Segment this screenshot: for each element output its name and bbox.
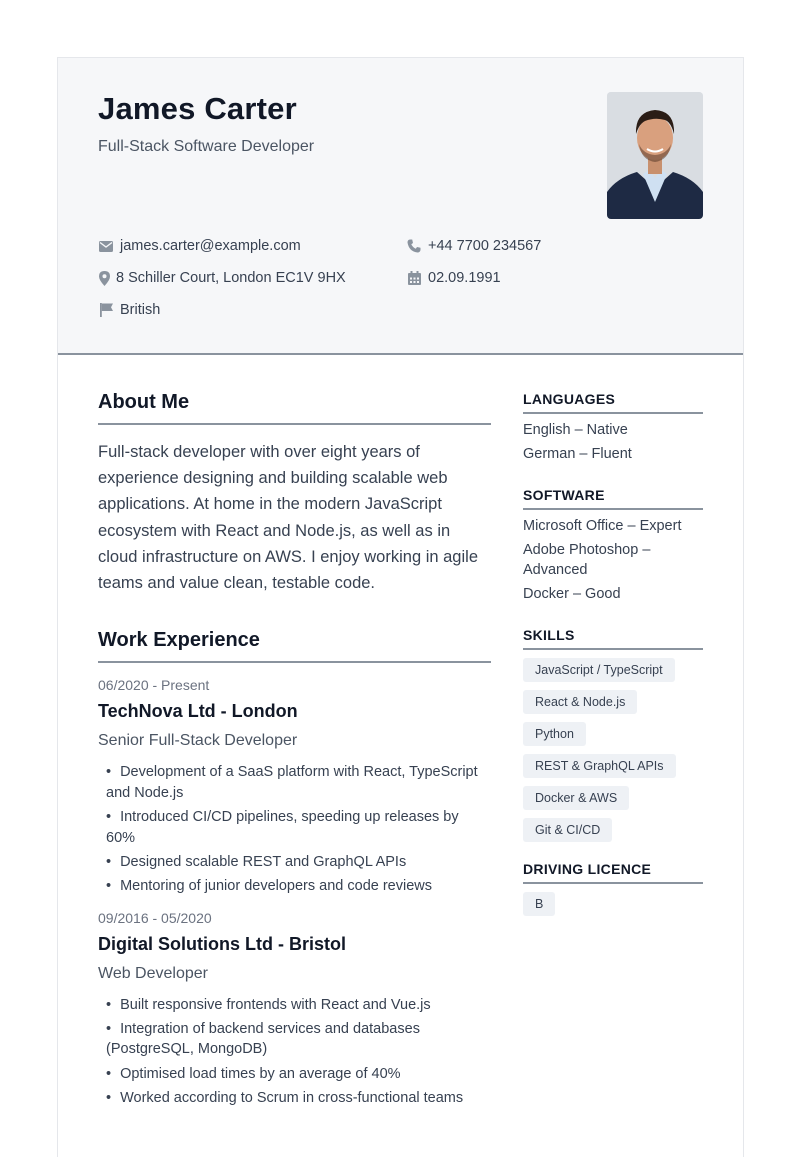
job-entry <box>98 677 491 896</box>
languages-list <box>523 420 703 464</box>
resume-page <box>57 57 744 1157</box>
skills-tags <box>523 658 703 842</box>
job-role: Senior Full-Stack Developer <box>98 732 298 750</box>
skill-tag: Python <box>523 722 586 746</box>
job-company: Digital Solutions Ltd - Bristol <box>98 933 346 954</box>
software-list <box>523 516 703 604</box>
list-item: • Built responsive frontends with React and Vue.js <box>106 996 431 1013</box>
about-text: Full-stack developer with over eight years of experience designing and building scalable web applications. At home in the modern JavaScript ecosystem with React and Node.js, as well as in cloud infrastructure on AWS. I enjoy working in agile teams and value clean, testable code. <box>98 443 478 593</box>
software-heading: SOFTWARE <box>523 487 703 510</box>
calendar-icon <box>406 270 422 286</box>
list-item: • Designed scalable REST and GraphQL APIs <box>106 853 407 870</box>
list-item: Adobe Photoshop – Advanced <box>523 542 651 578</box>
address-text: 8 Schiller Court, London EC1V 9HX <box>116 270 346 286</box>
skill-tag: REST & GraphQL APIs <box>523 754 676 778</box>
profile-photo <box>607 92 703 219</box>
flag-icon <box>98 302 114 318</box>
list-item: • Worked according to Scrum in cross-functional teams <box>106 1090 464 1106</box>
licence-tags <box>523 892 703 916</box>
list-item: • Integration of backend services and databases (PostgreSQL, MongoDB) <box>106 1020 420 1058</box>
list-item: Microsoft Office – Expert <box>523 518 682 534</box>
main-column <box>98 391 491 1112</box>
list-item: Docker – Good <box>523 586 621 602</box>
job-bullets <box>98 762 491 896</box>
nationality-text: British <box>120 302 161 318</box>
contact-birthdate <box>406 270 501 286</box>
candidate-title: Full-Stack Software Developer <box>98 138 315 155</box>
email-text: james.carter@example.com <box>120 238 301 254</box>
skill-tag: JavaScript / TypeScript <box>523 658 675 682</box>
candidate-name: James Carter <box>98 91 297 126</box>
job-bullets <box>98 995 491 1109</box>
job-dates: 06/2020 - Present <box>98 677 210 694</box>
skill-tag: Docker & AWS <box>523 786 629 810</box>
job-dates: 09/2016 - 05/2020 <box>98 909 212 926</box>
list-item: • Introduced CI/CD pipelines, speeding up releases by 60% <box>106 809 459 846</box>
resume-header <box>58 58 743 355</box>
licence-heading: DRIVING LICENCE <box>523 861 703 884</box>
contact-phone[interactable] <box>406 238 541 254</box>
experience-heading: Work Experience <box>98 629 491 663</box>
skill-tag: Git & CI/CD <box>523 818 612 842</box>
skill-tag: React & Node.js <box>523 690 637 714</box>
phone-icon <box>406 238 422 254</box>
phone-text: +44 7700 234567 <box>428 238 542 254</box>
contact-nationality <box>98 302 160 318</box>
sidebar-column <box>523 391 703 916</box>
job-company: TechNova Ltd - London <box>98 701 298 722</box>
about-heading: About Me <box>98 391 491 425</box>
list-item: • Development of a SaaS platform with React, TypeScript and Node.js <box>106 764 478 801</box>
envelope-icon <box>98 238 114 254</box>
profile-photo-illustration <box>607 92 703 219</box>
map-pin-icon <box>98 270 110 286</box>
list-item: English – Native <box>523 422 628 438</box>
skills-heading: SKILLS <box>523 627 703 650</box>
birthdate-text: 02.09.1991 <box>428 270 501 286</box>
contact-email[interactable] <box>98 238 301 254</box>
job-entry <box>98 910 491 1109</box>
languages-heading: LANGUAGES <box>523 391 703 414</box>
licence-tag: B <box>523 892 555 916</box>
contact-address <box>98 270 346 286</box>
list-item: German – Fluent <box>523 446 632 462</box>
list-item: • Mentoring of junior developers and code reviews <box>106 878 433 895</box>
job-role: Web Developer <box>98 964 208 982</box>
list-item: • Optimised load times by an average of 40% <box>106 1065 401 1082</box>
